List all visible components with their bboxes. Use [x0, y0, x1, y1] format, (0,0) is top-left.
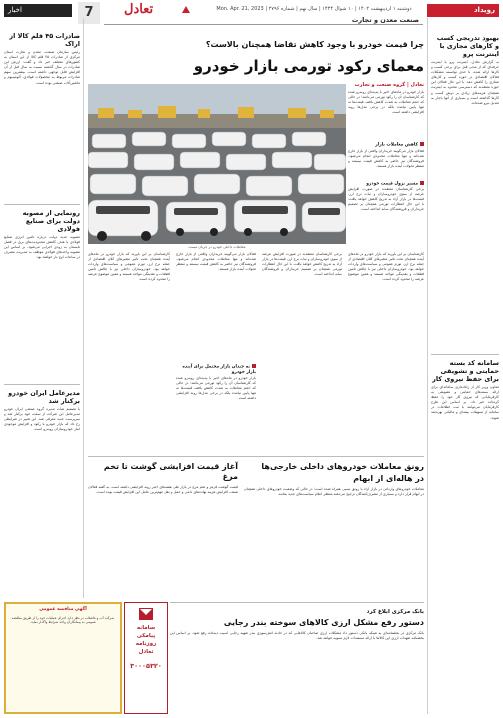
article-col-4: کارشناسان بر این باورند که بازار خودرو در ماه‌های آینده همچنان تحت تاثیر متغیرهای کلان اقتصادی از جمله نرخ ارز، تورم عمومی و سیاست‌های واردات خواهد بود. خودروسازان داخلی نیز با چالش تامین قطعات و نقدینگی مواجه هستند و همین موضوع عرضه را محدود کرده است.	[88, 252, 170, 282]
left-column	[4, 18, 84, 598]
divider	[4, 204, 80, 205]
article-col-3-tail: بازار خودرو در ماه‌های اخیر با پدیده‌ای روبه‌رو شده که کارشناسان آن را رکود تورمی می‌نامند؛ در حالی که حجم معاملات به شدت کاهش یافته، قیمت‌ها نه تنها پایین نیامده بلکه در برخی مدل‌ها روند افزایشی داشته است.	[176, 375, 256, 400]
bottom-story	[170, 606, 424, 714]
article-col-2: برخی کارشناسان معتقدند در صورت افزایش عرضه از سوی خودروسازان و ثبات نرخ ارز، قیمت‌ها در بازار آزاد به تدریج کاهش خواهد یافت. با این حال انتظارات تورمی همچنان بر تصمیم خریداران و فروشندگان سایه انداخته است.	[262, 252, 342, 277]
subhead-1-body: فعالان بازار می‌گویند خریداران واقعی از بازار خارج شده‌اند و تنها معاملات محدودی انجام می‌شود. فروشندگان نیز حاضر به کاهش قیمت نیستند و منتظر تحولات آینده بازار هستند.	[348, 148, 424, 168]
left-story1-title: صادرات ۴۵ قلم کالا از اراک	[9, 32, 80, 48]
bottom-kicker: بانک مرکزی ابلاغ کرد	[366, 609, 424, 615]
left-story2-title: رونمایی از مصوبه دولت برای صنایع فولادی	[22, 209, 80, 233]
subhead-3-text: نه چندان بازار محتمل برای آینده بازار خودرو	[182, 364, 256, 375]
section-badge-news: اخبار	[4, 4, 72, 17]
byline: تعادل | گروه صنعت و تجارت	[354, 82, 424, 88]
subhead-2	[348, 181, 424, 187]
sms-line-2: روزنامه	[135, 641, 157, 647]
bottom-body: بانک مرکزی در بخشنامه‌ای به شبکه بانکی دستور داد مشکلات ارزی صاحبان کالاهایی که در حادثه آتش‌سوزی بندر شهید رجایی آسیب دیده‌اند رفع شود. بر اساس این بخشنامه تعهدات ارزی این کالاها با ارائه مستندات لازم تسویه خواهد شد.	[170, 631, 424, 641]
section-badge-events: رویداد	[427, 4, 499, 17]
mid-right-title-1: رونق معاملات خودروهای داخلی خارجی‌ها	[261, 462, 424, 471]
red-square-icon	[252, 364, 256, 368]
left-story3-body: با تصمیم هیات مدیره گروه صنعتی ایران خودرو مدیرعامل این شرکت از سمت خود برکنار شد و سرپرست جدید معرفی شد. این تغییر در شرایطی رخ داد که بازار خودرو با رکود و افزایش موجودی انبار خودروسازان روبه‌رو است.	[4, 407, 80, 432]
left-story1-body: رئیس سازمان صنعت، معدن و تجارت استان مرکزی از صادرات ۴۵ قلم کالا از این استان به کشورهای مختلف خبر داد و گفت: ارزش این صادرات در سال گذشته نسبت به سال قبل از آن افزایش قابل توجهی داشته است. بیشترین سهم صادرات مربوط به محصولات فولادی، آلومینیوم و ماشین‌آلات صنعتی بوده است.	[4, 50, 80, 85]
right-story1-body: به گزارش تعادل، اینترنت پرو یا اینترنت حرفه‌ای که از مدتی قبل برای برخی کسب و کارها ارائه شده، تا حدی توانسته مشکلات فعالان اقتصادی در حوزه کسب و کارهای مجازی را کاهش دهد. با این حال فعالان این حوزه معتقدند که دسترسی محدود به اینترنت همچنان هزینه‌های زیادی بر دوش کسب و کارها گذاشته است و بسیاری از آنها ناچار به تعدیل نیرو شده‌اند.	[431, 60, 499, 105]
main-kicker: چرا قیمت خودرو با وجود کاهش تقاضا همچنان بالاست؟	[205, 40, 424, 49]
newspaper-logo: تعادل	[124, 2, 154, 17]
divider	[88, 456, 424, 457]
red-square-icon	[420, 181, 424, 185]
article-col-1: کارشناسان بر این باورند که بازار خودرو در ماه‌های آینده همچنان تحت تاثیر متغیرهای کلان اقتصادی از جمله نرخ ارز، تورم عمومی و سیاست‌های واردات خواهد بود. خودروسازان داخلی نیز با چالش تامین قطعات و نقدینگی مواجه هستند و همین موضوع عرضه را محدود کرده است.	[348, 252, 424, 282]
article-col-3-text: فعالان بازار می‌گویند خریداران واقعی از بازار خارج شده‌اند و تنها معاملات محدودی انجام می‌شود. فروشندگان نیز حاضر به کاهش قیمت نیستند و منتظر تحولات آینده بازار هستند.	[176, 252, 256, 272]
photo-illustration	[88, 84, 346, 244]
right-story2-body: معاون وزیر کار از راه‌اندازی سامانه‌ای برای ارائه بسته‌های حمایتی و تشویقی به کارفرمایانی که نیروی کار خود را حفظ کرده‌اند خبر داد. بر اساس این طرح کارفرمایان می‌توانند با ثبت اطلاعات در سامانه از تسهیلات بیمه‌ای و مالیاتی بهره‌مند شوند.	[431, 385, 499, 420]
article-columns	[88, 252, 424, 452]
sms-subscription-box	[124, 602, 168, 714]
right-column	[427, 18, 499, 714]
header-rule	[104, 24, 423, 25]
mid-left-title: آغاز قیمت افزایشی گوشت تا تخم مرغ	[103, 462, 238, 481]
ad-title: آگهی مناقصه عمومی	[39, 607, 87, 612]
ad-body: شرکت آب و فاضلاب در نظر دارد اجرای عملیات خود را از طریق مناقصه عمومی به پیمانکاران واجد شرایط واگذار نماید.	[11, 616, 115, 625]
mid-left-body: قیمت گوشت قرمز و تخم مرغ در بازار طی هفته‌های اخیر روند افزایشی داشته است. به گفته فعالان صنف، افزایش هزینه نهاده‌های دامی و حمل و نقل مهم‌ترین عامل این افزایش قیمت بوده است.	[88, 485, 238, 495]
subhead-1	[348, 142, 424, 148]
envelope-icon	[139, 608, 153, 620]
mid-story-right	[244, 460, 424, 600]
divider	[170, 602, 424, 603]
logo-triangle-icon	[182, 6, 190, 13]
sms-line-3: تعادل	[138, 649, 154, 655]
subhead-2-body: برخی کارشناسان معتقدند در صورت افزایش عرضه از سوی خودروسازان و ثبات نرخ ارز، قیمت‌ها در بازار آزاد به تدریج کاهش خواهد یافت. با این حال انتظارات تورمی همچنان بر تصمیم خریداران و فروشندگان سایه انداخته است.	[348, 187, 424, 212]
advertisement-box	[4, 602, 122, 714]
right-story1-title: بهبود تدریجی کسب و کارهای مجازی با اینترنت پرو	[436, 34, 499, 58]
divider	[4, 384, 80, 385]
photo-caption: معاملات داخلی خودرو در جریان نیست	[188, 245, 246, 249]
mid-story-left	[88, 460, 238, 600]
mid-right-title-2: در هاله‌ای از ابهام	[353, 474, 424, 483]
mid-right-body: معاملات خودروهای وارداتی در بازار آزاد با رونق نسبی همراه شده است؛ در حالی که وضعیت خودروهای داخلی همچنان در ابهام قرار دارد و بسیاری از مصرف‌کنندگان ترجیح می‌دهند منتظر اعلام سیاست‌های جدید بمانند.	[244, 487, 424, 497]
right-story2-title: سامانه کد بسته حمایتی و تشویقی برای حفظ نیروی کار	[432, 359, 499, 383]
left-story3-title: مدیرعامل ایران خودرو برکنار شد	[8, 389, 80, 405]
divider	[431, 354, 499, 355]
sms-line-1: سامانه پیامکی	[136, 625, 156, 639]
main-headline: معمای رکود تورمی بازار خودرو	[193, 57, 424, 75]
subhead-3	[176, 364, 256, 375]
section-title: صنعت معدن و تجارت	[351, 16, 419, 24]
sms-phone-number: ۳۰۰۰۵۳۲۰	[130, 662, 162, 670]
lead-text: بازار خودرو در ماه‌های اخیر با پدیده‌ای روبه‌رو شده که کارشناسان آن را رکود تورمی می‌نامند؛ در حالی که حجم معاملات به شدت کاهش یافته، قیمت‌ها نه تنها پایین نیامده بلکه در برخی مدل‌ها روند افزایشی داشته است.	[348, 90, 424, 115]
subhead-2-text: مسیر نزول قیمت خودرو	[366, 181, 418, 186]
cars-parking-photo	[88, 84, 346, 244]
page-number: 7	[78, 2, 100, 24]
red-square-icon	[420, 142, 424, 146]
lead-box	[348, 82, 424, 234]
bottom-title: دستور رفع مشکل ارزی کالاهای سوخته بندر رجایی	[223, 618, 424, 627]
dateline: دوشنبه ۱ اردیبهشت ۱۴۰۲ | ۱۰ شوال ۱۴۴۴ | سال نهم | شماره ۲۷۹۶ | Mon. Apr. 21, 2023	[216, 6, 412, 12]
article-col-3	[176, 252, 256, 452]
subhead-1-text: کاهش معاملات بازار	[375, 142, 418, 148]
left-story2-body: مصوبه جدید دولت درباره تامین انرژی صنایع فولادی با هدف کاهش محدودیت‌های برق در فصل تابستان به زودی اجرایی می‌شود. بر اساس این مصوبه واحدهای فولادی موظف به مدیریت مصرف در ساعات اوج بار خواهند بود.	[4, 235, 80, 260]
